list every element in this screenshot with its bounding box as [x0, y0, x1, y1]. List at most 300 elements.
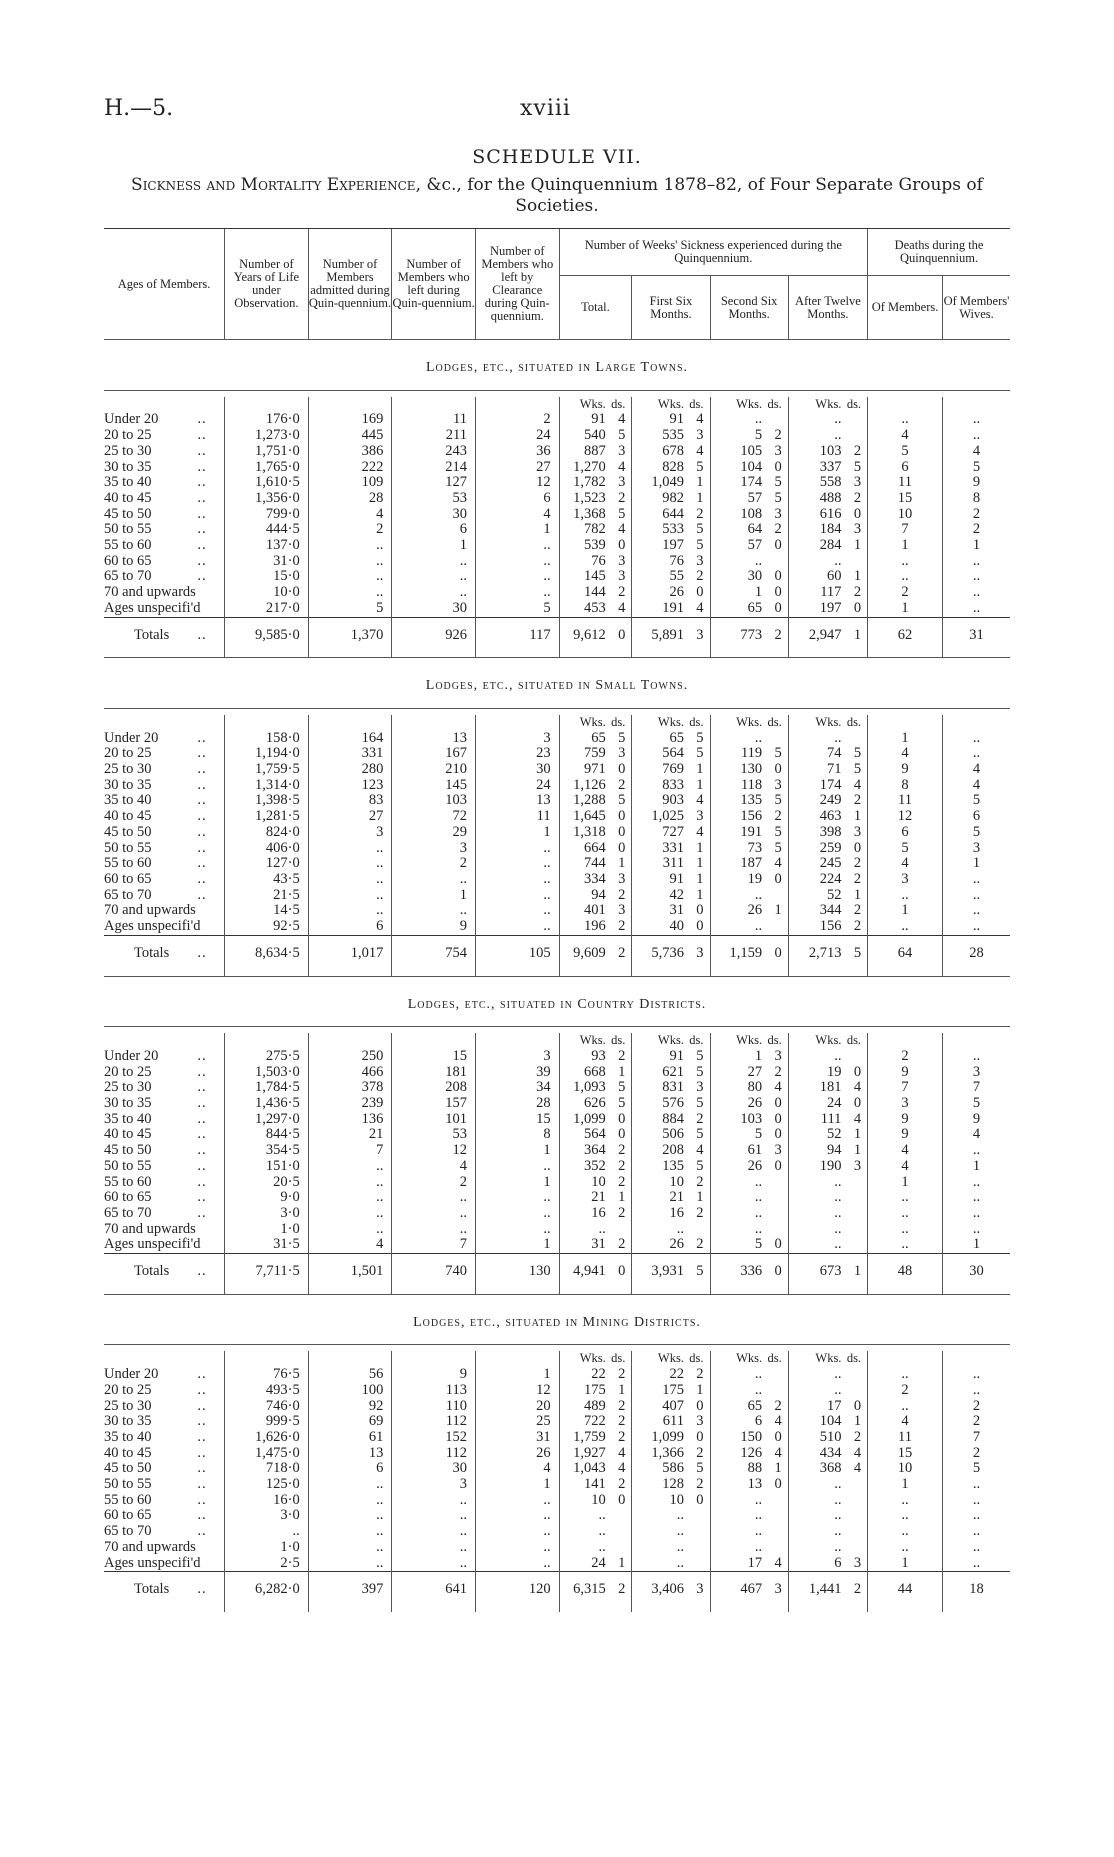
table-row	[104, 841, 1010, 857]
deaths-members: 2	[868, 585, 943, 601]
years-value: 1,784·5	[225, 1080, 309, 1096]
first-six-ds: 1	[696, 474, 704, 491]
total-ds	[606, 1524, 632, 1540]
first-six-wks: 644	[632, 507, 684, 523]
clearance-value: 1	[475, 1367, 559, 1383]
after-twelve-wks: ..	[788, 554, 841, 570]
deaths-wives: 5	[943, 793, 1011, 809]
age-dots: ..	[197, 1381, 207, 1398]
ds-unit-label: ds.	[846, 1033, 862, 1048]
second-six-wks: 1	[710, 585, 762, 601]
first-six-wks: 831	[632, 1080, 684, 1096]
clearance-value: ..	[475, 538, 559, 554]
deaths-wives: ..	[943, 1367, 1011, 1383]
admitted-value: 466	[308, 1065, 392, 1081]
total-wks: ..	[559, 1540, 606, 1556]
total-wks: 722	[559, 1414, 606, 1430]
deaths-members: ..	[868, 1206, 943, 1222]
left-value: 157	[392, 1096, 476, 1112]
first-six-ds: 0	[696, 584, 704, 601]
table-row	[104, 1414, 1010, 1430]
wks-ds-header-row	[104, 1033, 1010, 1049]
clearance-value: 34	[475, 1080, 559, 1096]
age-dots: ..	[197, 1157, 207, 1174]
first-six-wks: ..	[632, 1556, 684, 1572]
first-six-ds: 5	[696, 458, 704, 475]
after-twelve-ds: 0	[853, 505, 862, 522]
first-six-ds: 1	[696, 886, 704, 903]
second-six-wks: 80	[710, 1080, 762, 1096]
first-six-wks: ..	[632, 1524, 684, 1540]
after-twelve-ds	[841, 731, 867, 747]
second-six-wks: 103	[710, 1112, 762, 1128]
after-twelve-wks: 156	[788, 919, 841, 935]
age-dots: ..	[197, 1444, 207, 1461]
years-value: 444·5	[225, 522, 309, 538]
age-dots: ..	[197, 1063, 207, 1080]
spacer-cell	[308, 1033, 392, 1049]
total-ds: 2	[618, 1397, 626, 1414]
ds-unit-label: ds.	[767, 714, 782, 729]
totals-row	[104, 617, 1010, 658]
deaths-wives: ..	[943, 872, 1011, 888]
table-row	[104, 778, 1010, 794]
second-six-wks: ..	[710, 1508, 762, 1524]
deaths-wives: ..	[943, 731, 1011, 747]
second-six-wks: 73	[710, 841, 762, 857]
age-dots: ..	[197, 839, 207, 856]
spacer-cell	[943, 715, 1011, 731]
admitted-value: 4	[308, 507, 392, 523]
age-dots: ..	[197, 552, 207, 569]
col-clearance: Number of Members who left by Clearance during Quin-quennium.	[475, 229, 559, 340]
second-six-ds	[762, 1524, 788, 1540]
clearance-value: ..	[475, 841, 559, 857]
left-value: 30	[392, 1461, 476, 1477]
first-six-wks: 884	[632, 1112, 684, 1128]
total-wks: 1,126	[559, 778, 606, 794]
second-six-ds: 0	[774, 1236, 782, 1253]
left-value: ..	[392, 569, 476, 585]
deaths-wives: ..	[943, 1540, 1011, 1556]
admitted-value: 28	[308, 491, 392, 507]
total-ds: 2	[618, 1142, 626, 1159]
second-six-wks: 130	[710, 762, 762, 778]
left-value: ..	[392, 872, 476, 888]
table-row	[104, 888, 1010, 904]
deaths-members: 1	[868, 601, 943, 617]
deaths-wives: ..	[943, 1190, 1011, 1206]
total-wks: 668	[559, 1065, 606, 1081]
totals-row	[104, 935, 1010, 976]
first-six-ds	[684, 1524, 710, 1540]
admitted-value: 5	[308, 601, 392, 617]
section-title: Lodges, etc., situated in Large Towns.	[425, 360, 689, 375]
second-six-wks: 64	[710, 522, 762, 538]
first-six-wks: 3,406	[632, 1572, 684, 1612]
after-twelve-ds	[841, 1190, 867, 1206]
first-six-ds	[684, 1222, 710, 1238]
second-six-wks: 27	[710, 1065, 762, 1081]
ds-unit-label: ds.	[846, 714, 862, 729]
age-dots: ..	[197, 1366, 207, 1383]
clearance-value: 5	[475, 601, 559, 617]
second-six-wks: 1	[710, 1049, 762, 1065]
wks-unit-label: Wks.	[632, 715, 684, 731]
clearance-value: ..	[475, 903, 559, 919]
admitted-value: 6	[308, 1461, 392, 1477]
table-row	[104, 538, 1010, 554]
left-value: 754	[392, 935, 476, 976]
first-six-wks: 828	[632, 460, 684, 476]
admitted-value: ..	[308, 1477, 392, 1493]
age-dots	[197, 903, 224, 919]
deaths-wives: ..	[943, 1493, 1011, 1509]
age-label: 40 to 45	[104, 1444, 152, 1461]
years-value: 844·5	[225, 1127, 309, 1143]
total-wks: 76	[559, 554, 606, 570]
admitted-value: 164	[308, 731, 392, 747]
age-label: 40 to 45	[104, 1126, 152, 1143]
age-dots	[197, 585, 224, 601]
left-value: 152	[392, 1430, 476, 1446]
years-value: 1·0	[225, 1540, 309, 1556]
col-admitted: Number of Members admitted during Quin-quennium.	[308, 229, 392, 340]
after-twelve-ds: 1	[853, 537, 862, 554]
table-row	[104, 856, 1010, 872]
after-twelve-wks: 190	[788, 1159, 841, 1175]
subtitle-caps: Sickness and Mortality Experience	[131, 175, 416, 195]
second-six-wks: 17	[710, 1556, 762, 1572]
section-title: Lodges, etc., situated in Mining Districts.	[413, 1314, 701, 1330]
years-value: 1,475·0	[225, 1446, 309, 1462]
after-twelve-wks: 337	[788, 460, 841, 476]
left-value: 214	[392, 460, 476, 476]
total-ds: 3	[618, 745, 626, 762]
admitted-value: ..	[308, 1175, 392, 1191]
years-value: 176·0	[225, 412, 309, 428]
second-six-ds	[762, 1190, 788, 1206]
first-six-ds: 0	[696, 1397, 704, 1414]
second-six-wks: 57	[710, 491, 762, 507]
age-label: 25 to 30	[104, 1397, 152, 1414]
after-twelve-ds: 1	[841, 617, 867, 658]
after-twelve-wks: 344	[788, 903, 841, 919]
wks-unit-label: Wks.	[710, 397, 762, 413]
second-six-wks: 6	[710, 1414, 762, 1430]
total-wks: 21	[559, 1190, 606, 1206]
total-ds: 2	[618, 489, 626, 506]
deaths-wives: 9	[943, 475, 1011, 491]
spacer-cell	[197, 397, 224, 413]
table-row	[104, 1159, 1010, 1175]
first-six-wks: 26	[632, 585, 684, 601]
age-dots: ..	[197, 1142, 207, 1159]
age-dots: ..	[197, 745, 207, 762]
table-row	[104, 1237, 1010, 1253]
deaths-members: 44	[868, 1572, 943, 1612]
total-ds: 1	[618, 1554, 626, 1571]
first-six-wks: 16	[632, 1206, 684, 1222]
years-value: 1,626·0	[225, 1430, 309, 1446]
spacer-cell	[392, 1351, 476, 1367]
first-six-wks: 621	[632, 1065, 684, 1081]
total-wks: 196	[559, 919, 606, 935]
second-six-wks: 191	[710, 825, 762, 841]
age-label: Ages unspecifi'd	[104, 1236, 201, 1253]
after-twelve-ds: 1	[853, 1126, 862, 1143]
table-row	[104, 746, 1010, 762]
age-dots: ..	[197, 808, 207, 825]
clearance-value: 1	[475, 1237, 559, 1253]
col-left: Number of Members who left during Quin-quennium.	[392, 229, 476, 340]
age-label: 20 to 25	[104, 745, 152, 762]
age-label: 55 to 60	[104, 855, 152, 872]
after-twelve-ds: 5	[853, 761, 862, 778]
deaths-members: 11	[868, 475, 943, 491]
clearance-value: 26	[475, 1446, 559, 1462]
table-row	[104, 522, 1010, 538]
after-twelve-ds	[841, 1540, 867, 1556]
deaths-members: 11	[868, 1430, 943, 1446]
total-wks: 489	[559, 1399, 606, 1415]
wks-unit-label: Wks.	[559, 397, 606, 413]
total-ds: 2	[618, 584, 626, 601]
first-six-wks: ..	[632, 1508, 684, 1524]
table-row	[104, 1080, 1010, 1096]
second-six-ds: 0	[774, 870, 782, 887]
first-six-ds: 0	[696, 1428, 704, 1445]
second-six-ds: 2	[762, 617, 788, 658]
clearance-value: 31	[475, 1430, 559, 1446]
admitted-value: 56	[308, 1367, 392, 1383]
after-twelve-wks: ..	[788, 1540, 841, 1556]
years-value: 9,585·0	[225, 617, 309, 658]
second-six-ds: 0	[774, 458, 782, 475]
deaths-wives: ..	[943, 585, 1011, 601]
section-title-row	[104, 664, 1010, 708]
left-value: ..	[392, 1222, 476, 1238]
clearance-value: 1	[475, 1175, 559, 1191]
first-six-wks: 1,049	[632, 475, 684, 491]
second-six-ds	[762, 1367, 788, 1383]
left-value: 167	[392, 746, 476, 762]
age-dots: ..	[197, 1204, 207, 1221]
second-six-wks: 65	[710, 601, 762, 617]
first-six-ds: 3	[696, 427, 704, 444]
after-twelve-ds: 3	[853, 823, 862, 840]
second-six-wks: ..	[710, 554, 762, 570]
after-twelve-ds: 2	[853, 855, 862, 872]
after-twelve-ds: 0	[853, 599, 862, 616]
total-ds: 3	[618, 902, 626, 919]
deaths-wives: ..	[943, 888, 1011, 904]
first-six-ds: 5	[696, 1157, 704, 1174]
after-twelve-wks: 52	[788, 888, 841, 904]
wks-ds-header-row	[104, 715, 1010, 731]
after-twelve-ds: 2	[853, 489, 862, 506]
second-six-ds: 2	[774, 427, 782, 444]
table-row	[104, 1112, 1010, 1128]
left-value: ..	[392, 1556, 476, 1572]
age-dots: ..	[197, 474, 207, 491]
col-of-wives: Of Members' Wives.	[943, 276, 1011, 340]
second-six-ds: 5	[774, 823, 782, 840]
section-title-row	[104, 1301, 1010, 1345]
second-six-wks: 5	[710, 1237, 762, 1253]
age-dots: ..	[197, 1572, 224, 1612]
age-dots: ..	[197, 1460, 207, 1477]
total-wks: 401	[559, 903, 606, 919]
clearance-value: 117	[475, 617, 559, 658]
second-six-wks: 65	[710, 1399, 762, 1415]
age-label: 65 to 70	[104, 1523, 152, 1540]
page-number: xviii	[520, 96, 571, 121]
after-twelve-ds	[841, 554, 867, 570]
left-value: 113	[392, 1383, 476, 1399]
years-value: 746·0	[225, 1399, 309, 1415]
ds-unit-label: ds.	[611, 1351, 626, 1366]
years-value: 158·0	[225, 731, 309, 747]
years-value: 1,436·5	[225, 1096, 309, 1112]
total-ds: 0	[618, 808, 626, 825]
after-twelve-wks: 249	[788, 793, 841, 809]
deaths-wives: ..	[943, 554, 1011, 570]
schedule-subtitle	[104, 175, 1010, 217]
deaths-wives: 4	[943, 444, 1011, 460]
first-six-wks: 22	[632, 1367, 684, 1383]
second-six-wks: 135	[710, 793, 762, 809]
table-row	[104, 475, 1010, 491]
first-six-ds: 1	[696, 761, 704, 778]
second-six-ds: 0	[774, 568, 782, 585]
first-six-wks: 55	[632, 569, 684, 585]
admitted-value: 83	[308, 793, 392, 809]
ds-unit-label: ds.	[611, 714, 626, 729]
years-value: 824·0	[225, 825, 309, 841]
after-twelve-wks: ..	[788, 428, 841, 444]
first-six-wks: ..	[632, 1540, 684, 1556]
deaths-members: 10	[868, 507, 943, 523]
total-ds: 4	[618, 1460, 626, 1477]
first-six-wks: 903	[632, 793, 684, 809]
table-row	[104, 903, 1010, 919]
first-six-ds: 5	[696, 745, 704, 762]
table-row	[104, 1367, 1010, 1383]
second-six-ds	[762, 1493, 788, 1509]
age-label: 20 to 25	[104, 1381, 152, 1398]
first-six-wks: 1,025	[632, 809, 684, 825]
second-six-ds: 4	[774, 1554, 782, 1571]
table-row	[104, 507, 1010, 523]
clearance-value: 1	[475, 1477, 559, 1493]
spacer-cell	[475, 1033, 559, 1049]
age-dots	[197, 1556, 224, 1572]
total-wks: 9,609	[559, 935, 606, 976]
total-wks: 1,368	[559, 507, 606, 523]
deaths-members: ..	[868, 1493, 943, 1509]
ds-unit-label: ds.	[689, 1033, 704, 1048]
age-label: 65 to 70	[104, 1204, 152, 1221]
first-six-ds: 2	[696, 1110, 704, 1127]
clearance-value: 15	[475, 1112, 559, 1128]
deaths-wives: 5	[943, 1096, 1011, 1112]
deaths-members: 3	[868, 1096, 943, 1112]
after-twelve-wks: 111	[788, 1112, 841, 1128]
deaths-wives: 4	[943, 762, 1011, 778]
second-six-ds: 1	[774, 902, 782, 919]
first-six-wks: 175	[632, 1383, 684, 1399]
totals-row	[104, 1254, 1010, 1295]
second-six-ds: 0	[774, 1157, 782, 1174]
total-wks: 24	[559, 1556, 606, 1572]
total-wks: 759	[559, 746, 606, 762]
deaths-wives: 2	[943, 1399, 1011, 1415]
first-six-ds: 2	[696, 1173, 704, 1190]
first-six-wks: 135	[632, 1159, 684, 1175]
clearance-value: 120	[475, 1572, 559, 1612]
wks-unit-label: Wks.	[788, 1351, 841, 1367]
total-ds: 2	[618, 1173, 626, 1190]
total-wks: 9,612	[559, 617, 606, 658]
clearance-value: ..	[475, 856, 559, 872]
total-wks: 16	[559, 1206, 606, 1222]
after-twelve-ds: 5	[853, 458, 862, 475]
first-six-wks: 91	[632, 412, 684, 428]
clearance-value: ..	[475, 585, 559, 601]
left-value: 2	[392, 856, 476, 872]
total-wks: 564	[559, 1127, 606, 1143]
deaths-members: 48	[868, 1254, 943, 1295]
age-dots: ..	[197, 505, 207, 522]
deaths-members: 12	[868, 809, 943, 825]
deaths-wives: ..	[943, 903, 1011, 919]
totals-label: Totals	[104, 617, 197, 658]
years-value: 406·0	[225, 841, 309, 857]
admitted-value: 109	[308, 475, 392, 491]
age-label: 30 to 35	[104, 1095, 152, 1112]
years-value: 718·0	[225, 1461, 309, 1477]
age-label: 25 to 30	[104, 761, 152, 778]
total-wks: 10	[559, 1493, 606, 1509]
second-six-wks: ..	[710, 1222, 762, 1238]
deaths-members: ..	[868, 569, 943, 585]
deaths-wives: ..	[943, 1049, 1011, 1065]
deaths-members: 11	[868, 793, 943, 809]
years-value: 1,297·0	[225, 1112, 309, 1128]
first-six-ds	[684, 1508, 710, 1524]
spacer-cell	[868, 715, 943, 731]
table-row	[104, 1127, 1010, 1143]
years-value: 125·0	[225, 1477, 309, 1493]
admitted-value: ..	[308, 903, 392, 919]
deaths-wives: 7	[943, 1080, 1011, 1096]
clearance-value: 27	[475, 460, 559, 476]
second-six-wks: 5	[710, 428, 762, 444]
first-six-ds: 2	[696, 505, 704, 522]
age-label: Under 20	[104, 1047, 159, 1064]
second-six-wks: 156	[710, 809, 762, 825]
years-value: 1,398·5	[225, 793, 309, 809]
admitted-value: 69	[308, 1414, 392, 1430]
age-dots: ..	[197, 458, 207, 475]
deaths-wives: 6	[943, 809, 1011, 825]
table-row	[104, 569, 1010, 585]
clearance-value: 2	[475, 412, 559, 428]
second-six-wks: 57	[710, 538, 762, 554]
second-six-wks: ..	[710, 1493, 762, 1509]
admitted-value: ..	[308, 538, 392, 554]
